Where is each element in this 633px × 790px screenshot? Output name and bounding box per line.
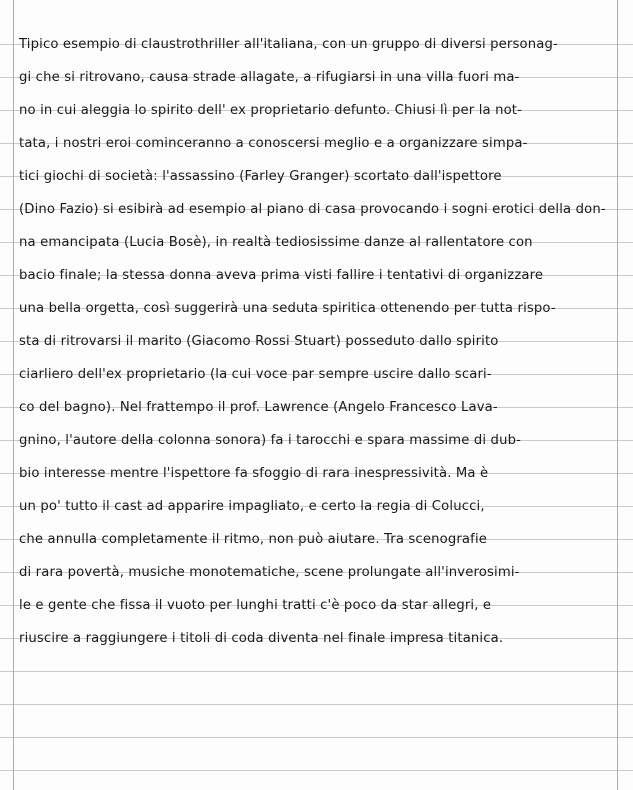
text-line: gnino, l'autore della colonna sonora) fa i tarocchi e spara massime di dub- [19,433,522,448]
text-line: riuscire a raggiungere i titoli di coda diventa nel finale impresa titanica. [19,631,504,646]
text-line: no in cui aleggia lo spirito dell' ex proprietario defunto. Chiusi lì per la not- [19,103,523,118]
text-line: Tipico esempio di claustrothriller all'italiana, con un gruppo di diversi personag- [19,37,558,52]
text-line: bacio finale; la stessa donna aveva prima visti fallire i tentativi di organizzare [19,268,544,283]
handwritten-review-text [19,28,615,655]
text-line: gi che si ritrovano, causa strade allagate, a rifugiarsi in una villa fuori ma- [19,70,520,85]
right-margin-line [617,0,618,790]
text-line: co del bagno). Nel frattempo il prof. Lawrence (Angelo Francesco Lava- [19,400,498,415]
text-line: una bella orgetta, così suggerirà una seduta spiritica ottenendo per tutta rispo- [19,301,556,316]
text-line: sta di ritrovarsi il marito (Giacomo Rossi Stuart) posseduto dallo spirito [19,334,499,349]
text-line: tici giochi di società: l'assassino (Farley Granger) scortato dall'ispettore [19,169,502,184]
text-line: che annulla completamente il ritmo, non può aiutare. Tra scenografie [19,532,488,547]
text-line: un po' tutto il cast ad apparire impagliato, e certo la regia di Colucci, [19,499,485,514]
text-line: na emancipata (Lucia Bosè), in realtà tediosissime danze al rallentatore con [19,235,533,250]
text-line: ciarliero dell'ex proprietario (la cui voce par sempre uscire dallo scari- [19,367,492,382]
text-line: bio interesse mentre l'ispettore fa sfoggio di rara inespressività. Ma è [19,466,489,481]
text-line: (Dino Fazio) si esibirà ad esempio al piano di casa provocando i sogni erotici della don- [19,202,606,217]
text-line: tata, i nostri eroi cominceranno a conoscersi meglio e a organizzare simpa- [19,136,528,151]
left-margin-line [13,0,14,790]
text-line: le e gente che fissa il vuoto per lunghi tratti c'è poco da star allegri, e [19,598,492,613]
text-line: di rara povertà, musiche monotematiche, scene prolungate all'inverosimi- [19,565,520,580]
